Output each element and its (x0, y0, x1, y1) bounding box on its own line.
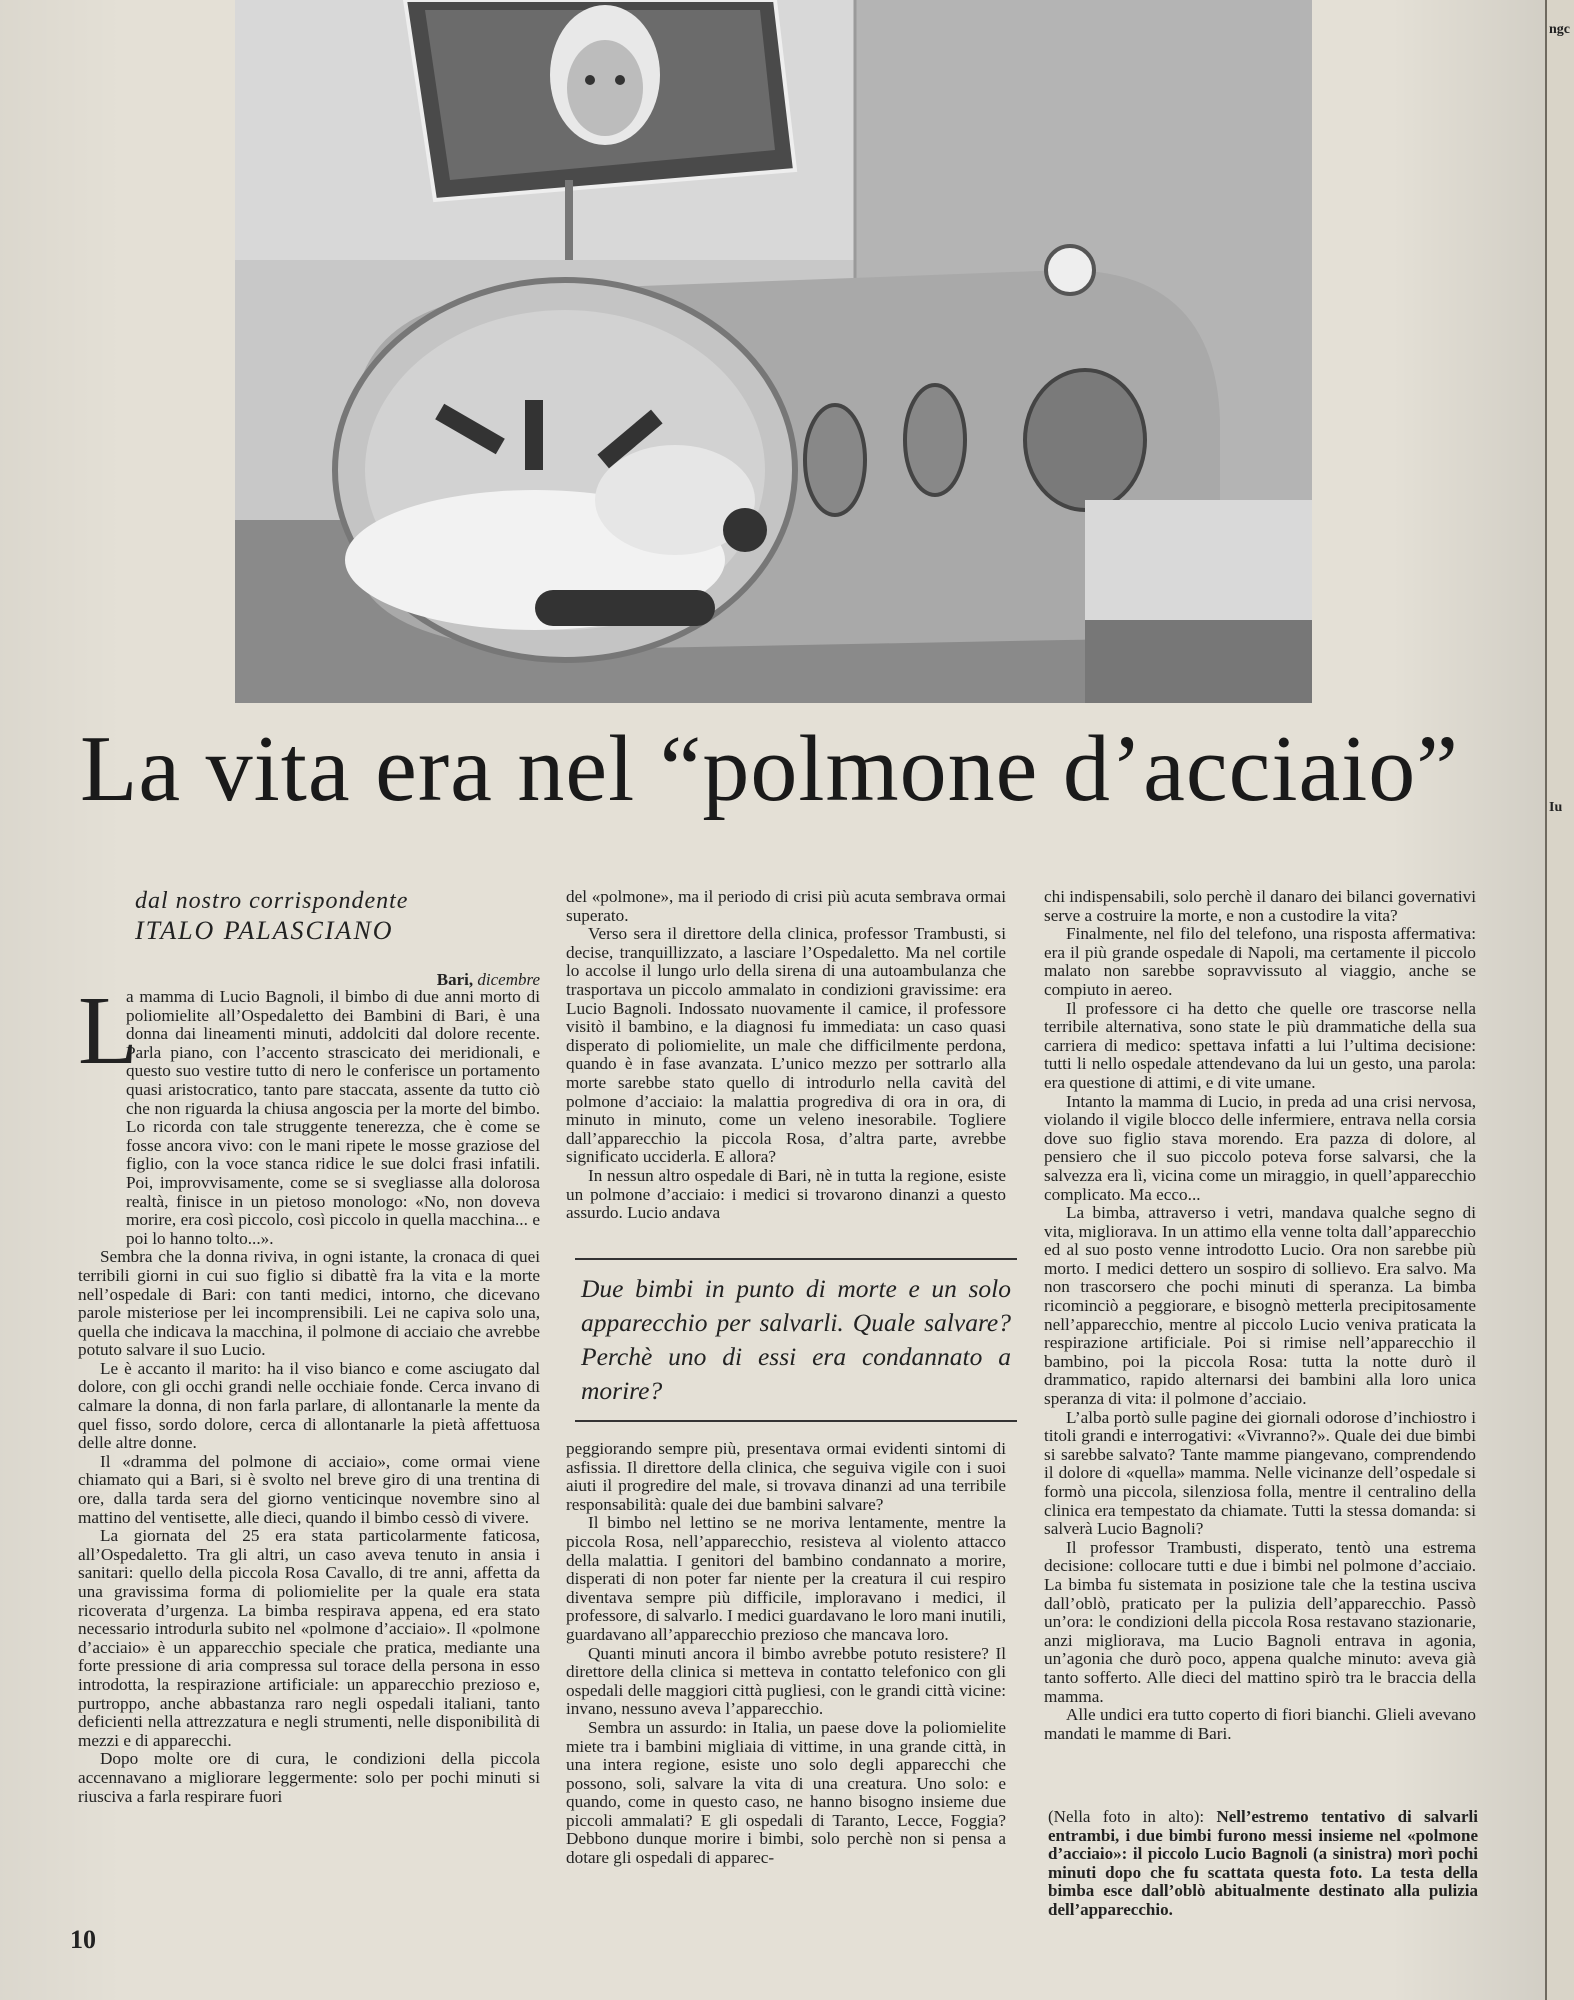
column-2-bottom-paragraph: Sembra un assurdo: in Italia, un paese dove la poliomielite miete tra i bambini migliaia di vittime, in una grande città, in una intera regione, esiste uno solo degli apparecchi che possono, soli, salvare la vita di una creatura. Uno solo: e quando, come in questo caso, ne hanno bisogno insieme due piccoli ammalati? E gli ospedali di Taranto, Lecce, Foggia? Debbono dunque morire i bimbi, solo perchè non si pensa a dotare gli ospedali di apparec- (566, 1717, 1006, 1868)
column-2-bottom-continuation: peggiorando sempre più, presentava ormai evidenti sintomi di asfissia. Il direttore della clinica, che seguiva vigile con i suoi aiuti il progredire del male, si trovava dinanzi ad una terribile responsabilità: quale dei due bambini salvare? (566, 1439, 1006, 1514)
column-1-paragraph: Il «dramma del polmone di acciaio», come ormai viene chiamato qui a Bari, si è svolto nel breve giro di una trentina di ore, dalla tarda sera del giorno venticinque novembre sino al mattino del ventisette, alle dieci, quando il bimbo cessò di vivere. (78, 1451, 540, 1527)
dateline-place: Bari, (436, 970, 474, 989)
column-3-paragraph: Alle undici era tutto coperto di fiori bianchi. Glieli avevano mandati le mamme di Bari. (1044, 1705, 1476, 1743)
column-3-paragraph: L’alba portò sulle pagine dei giornali odorose d’inchiostro i titoli grandi e interrogativi: «Vivranno?». Quale dei due bimbi si sarebbe salvato? Tante mamme piangevano, comprendendo il dolore di «quella» mamma. Nelle vicinanze dell’ospedale si formò una piccola, silenziosa folla, mentre il centralino della clinica era tempestato da chiamate. Tutti la stessa domanda: si salverà Lucio Bagnoli? (1044, 1407, 1476, 1539)
adjacent-page-text-top: ngc (1549, 22, 1570, 37)
adjacent-page-text-mid: Iu (1549, 800, 1563, 815)
byline-author: ITALO PALASCIANO (135, 916, 394, 945)
column-1-first-paragraph: a mamma di Lucio Bagnoli, il bimbo di due anni morto di poliomielite all’Ospedaletto dei Bambini di Bari, è una donna dai lineamenti minuti, addolciti dal dolore recente. Parla piano, con l’accento strascicato dei meridionali, e questo suo vestire tutto di nero le conferisce un portamento quasi aristocratico, tanto pare staccata, assente da tutto ciò che non riguarda la chiusa angoscia per la morte del bimbo. Lo ricorda con tale struggente tenerezza, che è come se fosse ancora vivo: con le mani ripete le mosse graziose del figlio, con la voce stanca ridice le sue dolci frasi infatili. Poi, improvvisamente, come se si svegliasse alla dolorosa realtà, finisce in un pietoso monologo: «No, non doveva morire, era così piccolo, così piccolo in quella macchina... e poi lo hanno tolto...». (126, 987, 540, 1248)
column-2-paragraph: In nessun altro ospedale di Bari, nè in tutta la regione, esiste un polmone d’acciaio: i medici si trovarono dinanzi a questo assurdo. Lucio andava (566, 1165, 1006, 1223)
pull-quote: Due bimbi in punto di morte e un solo apparecchio per salvarli. Quale salvare? Perchè uno di essi era condannato a morire? (575, 1258, 1017, 1422)
column-2-top (566, 888, 1006, 1223)
column-2-continuation: del «polmone», ma il periodo di crisi più acuta sembrava ormai superato. (566, 887, 1006, 925)
column-3-paragraph: Il professore ci ha detto che quelle ore trascorse nella terribile alternativa, sono state le più drammatiche della sua carriera di medico: spettava infatti a lui l’ultima decisione: tutti li nello ospedale attendevano da lui un gesto, una parola: era questione di attimi, e di vite umane. (1044, 998, 1476, 1092)
byline-intro: dal nostro corrispondente (135, 888, 409, 914)
column-3-paragraph: Il professor Trambusti, disperato, tentò una estrema decisione: collocare tutti e due i bimbi nel polmone d’acciaio. La bimba fu sistemata in posizione tale che la testina usciva dall’oblò, praticato per la pulizia dell’apparecchio. Passò un’ora: le condizioni della piccola Rosa restavano stazionarie, anzi miglioravа, ma Lucio Bagnoli entrava in agonia, un’agonia che durò poco, appena qualche minuto: aveva già tanto sofferto. Alle dieci del mattino spirò tra le braccia della mamma. (1044, 1537, 1476, 1706)
photo-caption (1048, 1808, 1478, 1920)
column-2-bottom-paragraph: Il bimbo nel lettino se ne moriva lentamente, mentre la piccola Rosa, nell’apparecchio, resisteva al violento attacco della malattia. I genitori del bambino condannato a morire, disperati di non poter far niente per la creatura il cui respiro diventava sempre più difficile, imploravano i medici, il professore, di salvarlo. I medici guardavano le loro mani inutili, guardavano all’apparecchio prezioso che mancava loro. (566, 1513, 1006, 1644)
caption-lead: (Nella foto in alto): (1048, 1807, 1205, 1826)
column-2-bottom (566, 1440, 1006, 1868)
drop-cap: L (78, 977, 138, 1085)
page-number: 10 (70, 1925, 96, 1954)
column-3 (1044, 888, 1476, 1743)
column-3-continuation: chi indispensabili, solo perchè il danaro dei bilanci governativi serve a costruire la morte, e non a custodire la vita? (1044, 887, 1476, 925)
iron-lung-photo (235, 0, 1312, 703)
column-1-paragraph: La giornata del 25 era stata particolarmente faticosa, all’Ospedaletto. Tra gli altri, un caso aveva tenuto in ansia i sanitari: quello della piccola Rosa Cavallo, di tre anni, affetta da una gravissima forma di poliomielite per la quale era stata ricoverata d’urgenza. La bimba respirava appena, ed era stato necessario introdurla subito nel «polmone d’acciaio». Il «polmone d’acciaio» è un apparecchio speciale che pratica, mediante una forte pressione di aria compressa sul torace della persona in esso introdotta, la respirazione artificiale: un apparecchio prezioso e, purtroppo, anche abbastanza raro negli ospedali italiani, tanto deficienti nella attrezzatura e negli strumenti, nelle disponibilità di mezzi e di apparecchi. (78, 1526, 540, 1750)
adjacent-page-edge (1545, 0, 1574, 2000)
column-3-paragraph: Finalmente, nel filo del telefono, una risposta affermativa: era il più grande ospedale di Napoli, ma certamente il piccolo malato non sarebbe sopravvissuto al viaggio, anche se compiuto in aereo. (1044, 924, 1476, 999)
column-3-paragraph: Intanto la mamma di Lucio, in preda ad una crisi nervosa, violando il vigile blocco delle infermiere, entrava nella corsia dove suo figlio stava morendo. Era pazza di dolore, al pensiero che il suo piccolo poteva forse salvarsi, che la salvezza era lì, vicina come un miraggio, in quell’apparecchio complicato. Ma ecco... (1044, 1091, 1476, 1204)
caption-body: Nell’estremo tentativo di salvarli entrambi, i due bimbi furono messi insieme nel «polmone d’acciaio»: il piccolo Lucio Bagnoli (a sinistra) morì pochi minuti dopo che fu scattata questa foto. La testa della bimba esce dall’oblò abitualmente destinato alla pulizia dell’apparecchio. (1048, 1807, 1478, 1919)
dateline-date: dicembre (477, 970, 540, 989)
article-headline: La vita era nel “polmone d’acciaio” (80, 717, 1459, 821)
column-1-paragraph: Sembra che la donna riviva, in ogni istante, la cronaca di quei terribili giorni in cui suo figlio si dibattè fra la vita e la morte nell’ospedale di Bari: con tanti medici, intorno, che dicevano parole misteriose per lei incomprensibili. Lei ne capiva solo una, quella che indicava la macchina, il polmone di acciaio che avrebbe potuto salvare il suo Lucio. (78, 1247, 540, 1360)
column-1-paragraph: Le è accanto il marito: ha il viso bianco e come asciugato dal dolore, con gli occhi grandi nelle occhiaie fonde. Cerca invano di calmare la donna, di non farla parlare, di allontanarle la mente da quel fisso, sordo dolore, cerca di allontanarle la pietà affettuosa delle altre donne. (78, 1358, 540, 1453)
column-2-bottom-paragraph: Quanti minuti ancora il bimbo avrebbe potuto resistere? Il direttore della clinica si metteva in contatto telefonico con gli ospedali delle maggiori città pugliesi, con le grandi città vicine: invano, nessuno aveva l’apparecchio. (566, 1643, 1006, 1719)
column-2-paragraph: Verso sera il direttore della clinica, professor Trambusti, si decise, tranquillizzato, a lasciare l’Ospedaletto. Ma nel cortile lo accolse il lungo urlo della sirena di una autoambulanza che trasportava un piccolo ammalato in condizioni gravissime: era Lucio Bagnoli. Indossato nuovamente il camice, il professore visitò il bambino, e la diagnosi fu immediata: un caso quasi disperato di poliomielite, un male che difficilmente perdona, quando è in fase avanzata. L’unico mezzo per sottrarlo alla morte sarebbe stato quello di introdurlo nella cavità del polmone d’acciaio: la malattia progrediva di ora in ora, di minuto in minuto, come un veleno inesorabile. Togliere dall’apparecchio la piccola Rosa, d’altra parte, avrebbe significato ucciderla. E allora? (566, 924, 1006, 1167)
column-3-paragraph: La bimba, attraverso i vetri, mandava qualche segno di vita, migliorava. In un attimo ella venne tolta dall’apparecchio ed al suo posto venne introdotto Lucio. Ora non sarebbe più morto. I medici dettero un sospiro di sollievo. Era salvo. Ma non trascorsero che pochi minuti di speranza. La bimba ricominciò a peggiorare, e bisognò metterla precipitosamente nell’apparecchio, mentre al piccolo Lucio veniva praticata la respirazione artificiale. Poi si rimise nell’apparecchio il bambino, poi la piccola Rosa: tutta la notte durò il drammatico, rapido alternarsi dei bambini alla loro unica speranza di vita: il polmone d’acciaio. (1044, 1203, 1476, 1409)
column-1-paragraph: Dopo molte ore di cura, le condizioni della piccola accennavano a migliorare leggermente: solo per pochi minuti si riusciva a farla respirare fuori (78, 1749, 540, 1806)
